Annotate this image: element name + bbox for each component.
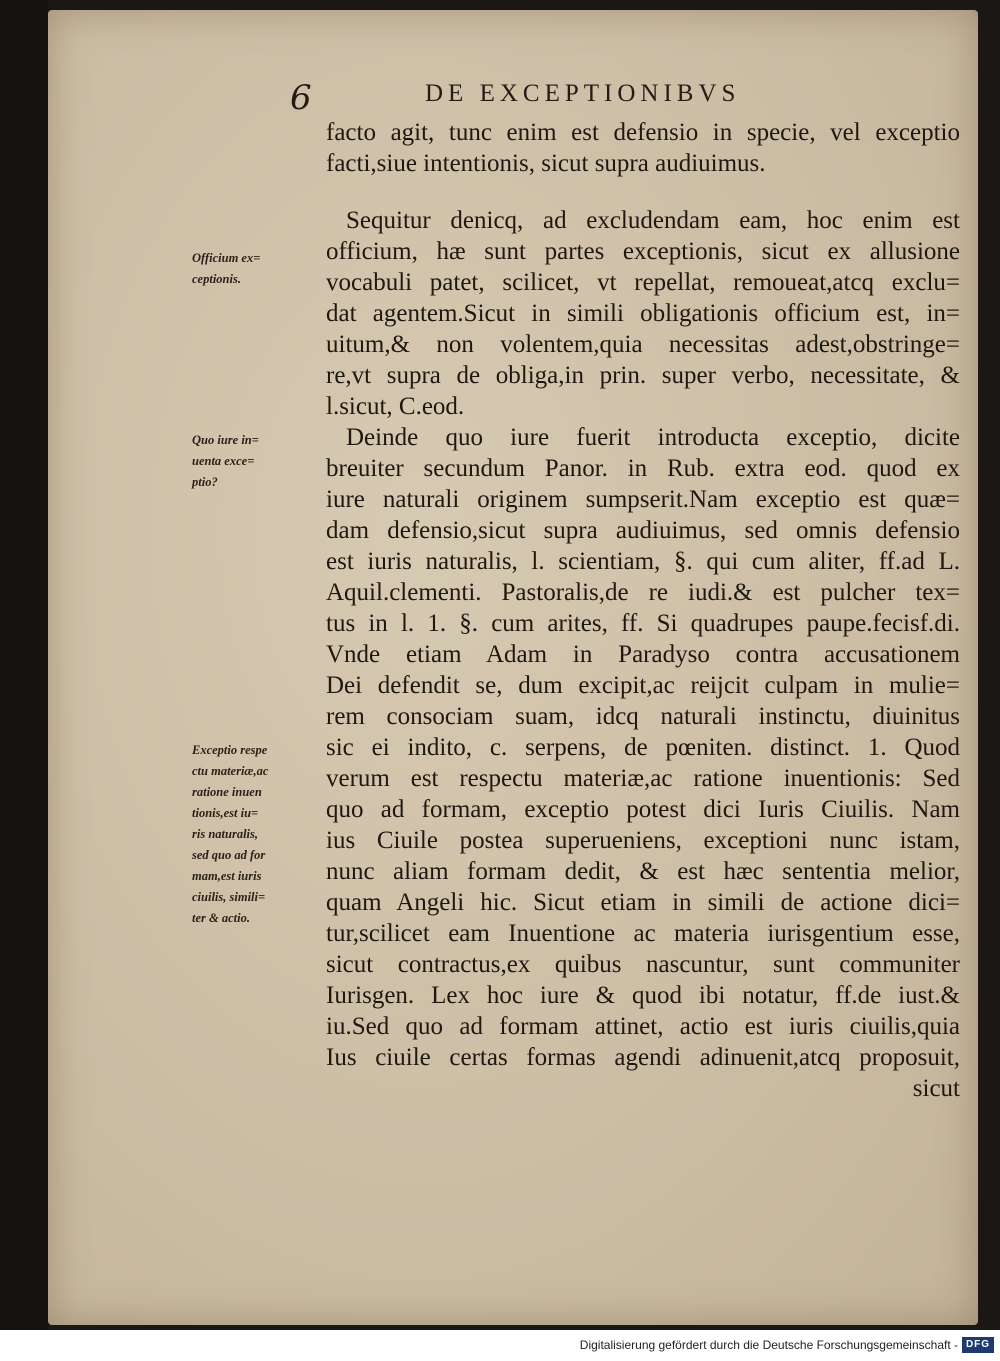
margin-note-quo-iure (192, 430, 318, 493)
running-head: DE EXCEPTIONIBVS (425, 80, 741, 107)
text-line: l.sicut, C.eod. (326, 393, 465, 420)
margin-note-line: ter & actio. (192, 911, 250, 925)
text-line: quo ad formam, exceptio potest dici Iuris Ciuilis. Nam (326, 796, 960, 823)
text-line: Sequitur denicq, ad excludendam eam, hoc enim est (346, 207, 960, 234)
text-line: Aquil.clementi. Pastoralis,de re iudi.& est pulcher tex= (326, 579, 960, 606)
text-line: est iuris naturalis, l. scientiam, §. qui cum aliter, ff.ad L. (326, 548, 960, 575)
text-line: Deinde quo iure fuerit introducta exceptio, dicite (346, 424, 960, 451)
text-line: dam defensio,sicut supra audiuimus, sed omnis defensio (326, 517, 960, 544)
margin-note-line: Officium ex= (192, 251, 261, 265)
margin-note-exceptio (192, 740, 318, 929)
text-line: officium, hæ sunt partes exceptionis, sicut ex allusione (326, 238, 960, 265)
text-line: uitum,& non volentem,quia necessitas adest,obstringe= (326, 331, 960, 358)
margin-note-line: mam,est iuris (192, 869, 262, 883)
text-line: quam Angeli hic. Sicut etiam in simili de actione dici= (326, 889, 960, 916)
text-line: ius Ciuile postea superueniens, exceptioni nunc istam, (326, 827, 960, 854)
margin-note-line: Quo iure in= (192, 433, 259, 447)
text-line: Dei defendit se, dum excipit,ac reijcit culpam in mulie= (326, 672, 960, 699)
footer-credit: Digitalisierung gefördert durch die Deutsche Forschungsgemeinschaft - (579, 1338, 958, 1352)
dfg-logo: DFG (962, 1337, 994, 1353)
text-line: iu.Sed quo ad formam attinet, actio est iuris ciuilis,quia (326, 1013, 960, 1040)
margin-note-line: Exceptio respe (192, 743, 268, 757)
margin-note-line: ciuilis, simili= (192, 890, 266, 904)
text-line: tus in l. 1. §. cum arites, ff. Si quadrupes paupe.fecisf.di. (326, 610, 960, 637)
margin-note-officium (192, 248, 318, 290)
text-line: vocabuli patet, scilicet, vt repellat, remoueat,atcq exclu= (326, 269, 960, 296)
text-line: dat agentem.Sicut in simili obligationis officium est, in= (326, 300, 960, 327)
text-line: facti,siue intentionis, sicut supra audiuimus. (326, 150, 766, 177)
text-line: rem consociam suam, idcq naturali instinctu, diuinitus (326, 703, 960, 730)
text-line: iure naturali originem sumpserit.Nam exceptio est quæ= (326, 486, 960, 513)
text-line: breuiter secundum Panor. in Rub. extra eod. quod ex (326, 455, 960, 482)
margin-note-line: sed quo ad for (192, 848, 266, 862)
page-number: 6 (290, 78, 312, 118)
main-text-block (326, 117, 960, 1104)
text-line: Iurisgen. Lex hoc iure & quod ibi notatur, ff.de iust.& (326, 982, 960, 1009)
text-line: nunc aliam formam dedit, & est hæc sententia melior, (326, 858, 960, 885)
text-line: sicut contractus,ex quibus nascuntur, sunt communiter (326, 951, 960, 978)
text-line: re,vt supra de obliga,in prin. super verbo, necessitate, & (326, 362, 960, 389)
scan-edge (0, 0, 48, 1361)
paragraph-gap (326, 179, 960, 205)
margin-note-line: uenta exce= (192, 454, 255, 468)
text-line: Vnde etiam Adam in Paradyso contra accusationem (326, 641, 960, 668)
text-line: facto agit, tunc enim est defensio in specie, vel exceptio (326, 119, 960, 146)
margin-note-line: tionis,est iu= (192, 806, 259, 820)
margin-note-line: ratione inuen (192, 785, 262, 799)
margin-note-line: ceptionis. (192, 272, 241, 286)
text-line: sic ei indito, c. serpens, de pœniten. distinct. 1. Quod (326, 734, 960, 761)
text-line: Ius ciuile certas formas agendi adinuenit,atcq proposuit, (326, 1044, 960, 1071)
margin-note-line: ctu materiæ,ac (192, 764, 269, 778)
text-line: sicut (912, 1075, 960, 1102)
margin-note-line: ris naturalis, (192, 827, 259, 841)
margin-note-line: ptio? (192, 475, 218, 489)
text-line: verum est respectu materiæ,ac ratione inuentionis: Sed (326, 765, 960, 792)
text-line: tur,scilicet eam Inuentione ac materia iurisgentium esse, (326, 920, 960, 947)
